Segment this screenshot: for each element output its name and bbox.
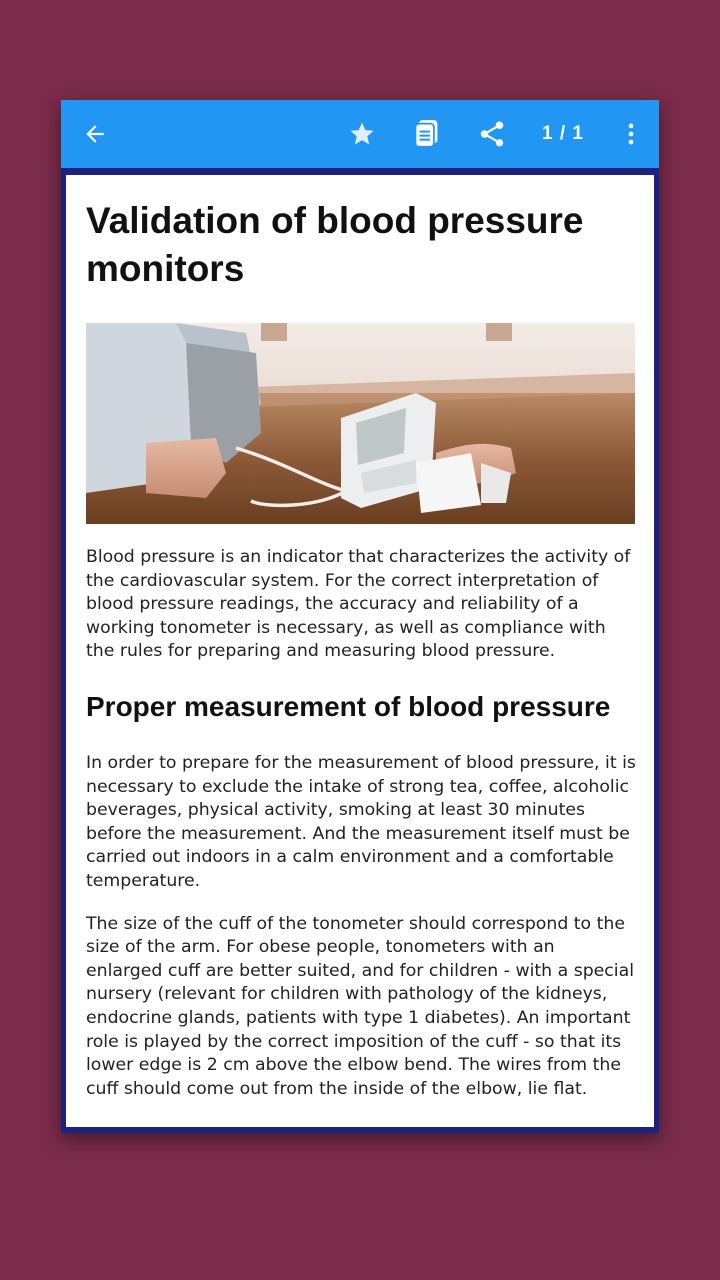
share-button[interactable] xyxy=(468,110,516,158)
article-content[interactable] xyxy=(66,175,654,1127)
more-options-button[interactable] xyxy=(608,110,654,158)
toolbar xyxy=(61,100,659,168)
document-icon xyxy=(413,119,441,149)
article-title: Validation of blood pressure monitors xyxy=(86,200,584,289)
body-paragraph: The size of the cuff of the tonometer should correspond to the size of the arm. For obese people, tonometers with an enlarged cuff are better suited, and for children - with a special nursery (relevant for children with pathology of the kidneys, endocrine glands, patients with type 1 diabetes). An important role is played by the correct imposition of the cuff - so that its lower edge is 2 cm above the elbow bend. The wires from the cuff should come out from the inside of the elbow, lie flat. xyxy=(86,913,634,1099)
back-button[interactable] xyxy=(71,110,119,158)
body-paragraph: In order to prepare for the measurement of blood pressure, it is necessary to exclude the intake of strong tea, coffee, alcoholic beverages, physical activity, smoking at least 30 minutes before the measurement. And the measurement itself must be carried out indoors in a calm environment and a comfortable temperature. xyxy=(86,752,636,891)
blood-pressure-monitor-photo xyxy=(86,323,635,524)
page-indicator: 1 / 1 xyxy=(542,123,584,144)
more-vert-icon xyxy=(618,121,644,147)
copy-text-button[interactable] xyxy=(403,110,451,158)
share-icon xyxy=(477,119,507,149)
section-heading: Proper measurement of blood pressure xyxy=(86,690,611,722)
favorite-button[interactable] xyxy=(338,110,386,158)
star-icon xyxy=(348,120,376,148)
arrow-back-icon xyxy=(82,121,108,147)
article-dialog xyxy=(61,100,659,1133)
intro-paragraph: Blood pressure is an indicator that characterizes the activity of the cardiovascular system. For the correct interpretation of blood pressure readings, the accuracy and reliability of a working tonometer is necessary, as well as compliance with the rules for preparing and measuring blood pressure. xyxy=(86,547,631,662)
